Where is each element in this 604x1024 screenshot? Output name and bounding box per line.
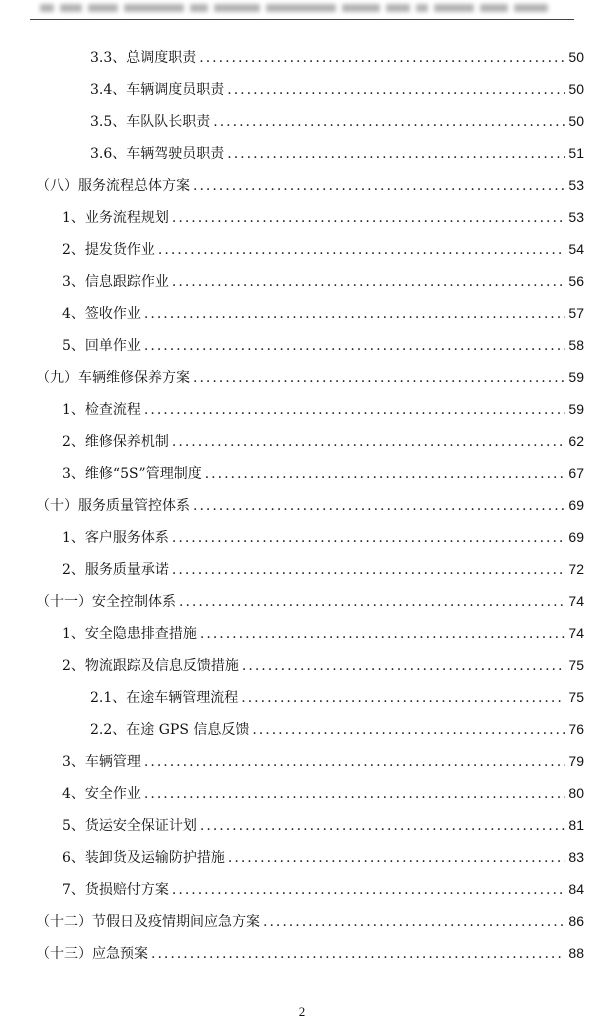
toc-entry[interactable] <box>36 912 584 931</box>
toc-entry[interactable] <box>36 176 584 195</box>
toc-entry-page: 69 <box>568 497 584 513</box>
toc-entry-page: 53 <box>568 209 584 225</box>
toc-entry-label: 1、客户服务体系 <box>62 530 169 546</box>
toc-entry-page: 50 <box>568 81 584 97</box>
dot-leader <box>151 945 565 963</box>
toc-entry[interactable] <box>62 656 584 675</box>
toc-entry-page: 58 <box>568 337 584 353</box>
toc-entry-page: 53 <box>568 177 584 193</box>
toc-entry-label: 1、安全隐患排查措施 <box>62 626 197 642</box>
toc-entry[interactable] <box>62 816 584 835</box>
dot-leader <box>227 145 565 163</box>
toc-entry-page: 57 <box>568 305 584 321</box>
toc-entry-page: 79 <box>568 753 584 769</box>
dot-leader <box>263 913 565 931</box>
toc-entry-label: 2、提发货作业 <box>62 242 155 258</box>
toc-entry-label: 5、回单作业 <box>62 338 141 354</box>
toc-entry-page: 83 <box>568 849 584 865</box>
toc-entry-label: （十）服务质量管控体系 <box>36 498 190 514</box>
dot-leader <box>172 433 566 451</box>
toc-entry-label: 4、签收作业 <box>62 306 141 322</box>
dot-leader <box>158 241 566 259</box>
toc-entry-page: 62 <box>568 433 584 449</box>
toc-entry[interactable] <box>90 112 584 131</box>
toc-entry-label: 3.6、车辆驾驶员职责 <box>90 146 225 162</box>
toc-entry-page: 75 <box>568 657 584 673</box>
dot-leader <box>205 465 566 483</box>
toc-entry-label: 2、物流跟踪及信息反馈措施 <box>62 658 239 674</box>
toc-entry-label: 1、检查流程 <box>62 402 141 418</box>
toc-entry[interactable] <box>36 496 584 515</box>
dot-leader <box>200 817 566 835</box>
toc-entry-label: 7、货损赔付方案 <box>62 882 169 898</box>
toc-entry-label: （九）车辆维修保养方案 <box>36 370 190 386</box>
toc-entry[interactable] <box>90 720 584 739</box>
toc-entry-label: （十二）节假日及疫情期间应急方案 <box>36 914 260 930</box>
toc-entry-page: 86 <box>568 913 584 929</box>
toc-entry-label: 2.2、在途 GPS 信息反馈 <box>90 722 250 738</box>
toc-entry-label: 5、货运安全保证计划 <box>62 818 197 834</box>
toc-entry-label: 2、服务质量承诺 <box>62 562 169 578</box>
toc-entry-label: （八）服务流程总体方案 <box>36 178 190 194</box>
toc-entry-page: 50 <box>568 113 584 129</box>
toc-entry-page: 51 <box>568 145 584 161</box>
toc-entry[interactable] <box>90 688 584 707</box>
toc-entry[interactable] <box>62 400 584 419</box>
dot-leader <box>172 209 566 227</box>
toc-entry-label: 3.3、总调度职责 <box>90 50 197 66</box>
toc-entry-label: 3、信息跟踪作业 <box>62 274 169 290</box>
toc-entry[interactable] <box>62 784 584 803</box>
toc-entry-label: 3、维修“5S”管理制度 <box>62 466 202 482</box>
toc-entry-page: 67 <box>568 465 584 481</box>
dot-leader <box>227 81 565 99</box>
dot-leader <box>199 49 565 67</box>
toc-entry[interactable] <box>62 560 584 579</box>
toc-entry[interactable] <box>62 304 584 323</box>
toc-entry-page: 72 <box>568 561 584 577</box>
toc-entry-page: 56 <box>568 273 584 289</box>
toc-entry-label: 2.1、在途车辆管理流程 <box>90 690 239 706</box>
toc-entry[interactable] <box>90 48 584 67</box>
toc-entry-label: 3.5、车队队长职责 <box>90 114 211 130</box>
toc-entry-page: 76 <box>568 721 584 737</box>
dot-leader <box>172 561 566 579</box>
dot-leader <box>172 881 566 899</box>
toc-entry[interactable] <box>62 240 584 259</box>
dot-leader <box>172 273 566 291</box>
blurred-running-header <box>40 2 560 14</box>
toc-entry[interactable] <box>90 144 584 163</box>
dot-leader <box>213 113 565 131</box>
toc-entry-label: 6、装卸货及运输防护措施 <box>62 850 225 866</box>
toc-entry-page: 50 <box>568 49 584 65</box>
toc-entry-page: 59 <box>568 401 584 417</box>
toc-entry-page: 84 <box>568 881 584 897</box>
toc-entry[interactable] <box>36 368 584 387</box>
toc-entry[interactable] <box>62 880 584 899</box>
toc-entry[interactable] <box>62 272 584 291</box>
toc-entry-page: 80 <box>568 785 584 801</box>
toc-entry[interactable] <box>62 336 584 355</box>
dot-leader <box>172 529 566 547</box>
page-number: 2 <box>298 1004 306 1019</box>
header-rule <box>30 19 574 20</box>
dot-leader <box>228 849 566 867</box>
dot-leader <box>179 593 565 611</box>
dot-leader <box>144 785 566 803</box>
toc-entry-label: 3、车辆管理 <box>62 754 141 770</box>
toc-entry-label: 2、维修保养机制 <box>62 434 169 450</box>
dot-leader <box>241 689 565 707</box>
dot-leader <box>144 305 566 323</box>
toc-entry-page: 69 <box>568 529 584 545</box>
toc-entry-label: 4、安全作业 <box>62 786 141 802</box>
toc-entry[interactable] <box>62 208 584 227</box>
toc-entry-page: 81 <box>568 817 584 833</box>
toc-entry[interactable] <box>62 528 584 547</box>
dot-leader <box>193 497 565 515</box>
toc-entry[interactable] <box>62 432 584 451</box>
toc-entry-page: 74 <box>568 593 584 609</box>
toc-entry[interactable] <box>62 752 584 771</box>
toc-entry[interactable] <box>90 80 584 99</box>
toc-entry-label: 1、业务流程规划 <box>62 210 169 226</box>
toc-entry-page: 59 <box>568 369 584 385</box>
toc-entry[interactable] <box>36 944 584 963</box>
toc-entry-label: （十一）安全控制体系 <box>36 594 176 610</box>
dot-leader <box>200 625 566 643</box>
dot-leader <box>144 753 566 771</box>
toc-entry[interactable] <box>62 848 584 867</box>
toc-entry-page: 88 <box>568 945 584 961</box>
toc-entry-label: （十三）应急预案 <box>36 946 148 962</box>
dot-leader <box>144 337 566 355</box>
dot-leader <box>252 721 565 739</box>
dot-leader <box>242 657 566 675</box>
dot-leader <box>193 177 565 195</box>
toc-entry-label: 3.4、车辆调度员职责 <box>90 82 225 98</box>
toc-entry-page: 54 <box>568 241 584 257</box>
toc-entry[interactable] <box>36 592 584 611</box>
toc-entry[interactable] <box>62 624 584 643</box>
toc-entry-page: 75 <box>568 689 584 705</box>
toc-entry[interactable] <box>62 464 584 483</box>
dot-leader <box>144 401 566 419</box>
dot-leader <box>193 369 565 387</box>
toc-entry-page: 74 <box>568 625 584 641</box>
